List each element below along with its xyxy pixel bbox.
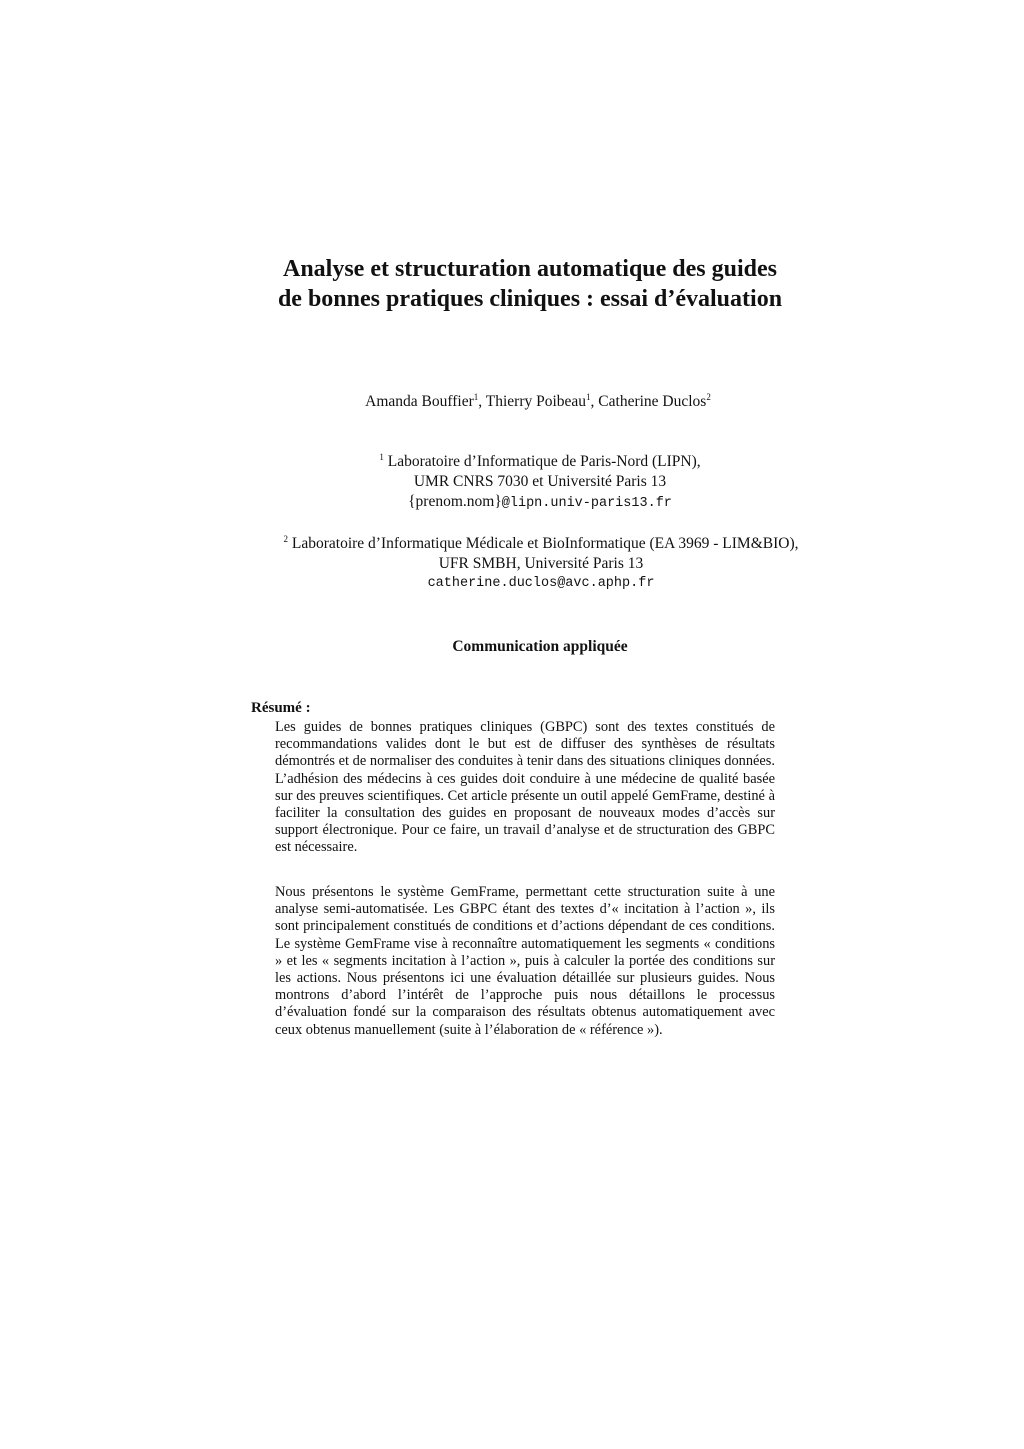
email-prefix: {prenom.nom}	[408, 493, 502, 510]
paper-title-line-1: Analyse et structuration automatique des guides	[282, 256, 777, 282]
communication-type: Communication appliquée	[452, 638, 628, 655]
affiliation-mark: 2	[283, 533, 288, 544]
affiliation-line	[226, 534, 856, 554]
affiliation-email[interactable]: catherine.duclos@avc.aphp.fr	[427, 576, 655, 591]
author-affiliation-mark: 2	[706, 391, 711, 402]
author-name: Catherine Duclos	[598, 393, 707, 410]
affiliation-lab-name: Laboratoire d’Informatique de Paris-Nord (LIPN),	[387, 453, 701, 470]
email-domain: @lipn.univ-paris13.fr	[501, 496, 672, 511]
abstract-paragraph-1: Les guides de bonnes pratiques cliniques (GBPC) sont des textes constitués de recommandations valides dont le but est de diffuser des synthèses de résultats démontrés et de normaliser des conduites à tenir dans des situations cliniques données. L’adhésion des médecins à ces guides doit conduire à une médecine de qualité basée sur des preuves scientifiques. Cet article présente un outil appelé GemFrame, destiné à faciliter la consultation des guides en proposant de nouveaux modes d’accès sur support électronique. Pour ce faire, un travail d’analyse et de structuration des GBPC est nécessaire.	[275, 719, 775, 856]
affiliation-lipn	[320, 452, 760, 514]
author-name: Amanda Bouffier	[365, 393, 474, 410]
author-affiliation-mark: 1	[473, 391, 479, 402]
affiliation-limbio	[226, 534, 856, 594]
paper-title	[200, 254, 860, 314]
paper-title-line-2: de bonnes pratiques cliniques : essai d’évaluation	[277, 286, 783, 312]
affiliation-line: UMR CNRS 7030 et Université Paris 13	[413, 473, 667, 490]
affiliation-mark: 1	[379, 451, 384, 462]
affiliation-line: UFR SMBH, Université Paris 13	[438, 555, 644, 572]
abstract-heading: Résumé :	[251, 700, 311, 716]
abstract-paragraph-2: Nous présentons le système GemFrame, permettant cette structuration suite à une analyse semi-automatisée. Les GBPC étant des textes d’« incitation à l’action », ils sont principalement constitués de conditions et d’actions dépendant de ces conditions. Le système GemFrame vise à reconnaître automatiquement les segments « conditions » et les « segments incitation à l’action », puis à calculer la portée des conditions sur les actions. Nous présentons ici une évaluation détaillée sur plusieurs guides. Nous montrons d’abord l’intérêt de l’approche puis nous détaillons le processus d’évaluation fondé sur la comparaison des résultats obtenus automatiquement avec ceux obtenus manuellement (suite à l’élaboration de « référence »).	[275, 884, 775, 1038]
author-list: Amanda Bouffier$^1$, Thierry Poibeau$^1$, Catherine Duclos$^2$	[365, 391, 711, 410]
author-affiliation-mark: 1	[586, 391, 591, 402]
affiliation-email[interactable]	[320, 492, 760, 514]
affiliation-lab-name: Laboratoire d’Informatique Médicale et BioInformatique (EA 3969 - LIM&BIO),	[291, 535, 799, 552]
affiliation-line	[320, 452, 760, 472]
author-name: Thierry Poibeau	[485, 393, 587, 410]
